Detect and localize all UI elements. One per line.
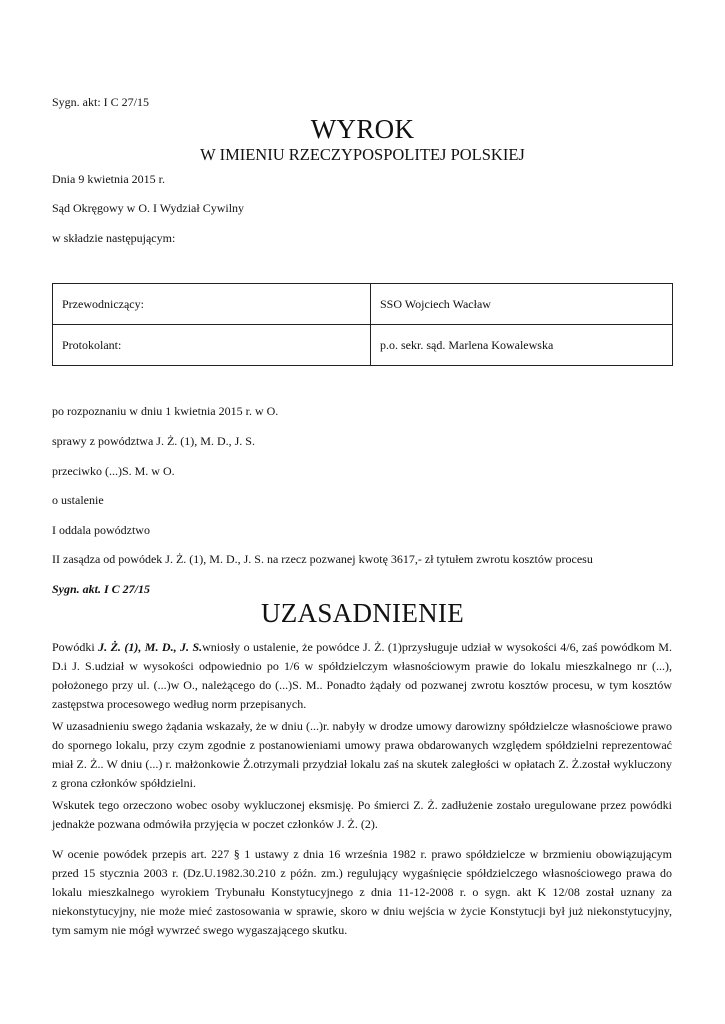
person-cell: p.o. sekr. sąd. Marlena Kowalewska (371, 325, 673, 366)
ruling-point-2: II zasądza od powódek J. Ż. (1), M. D., J. S. na rzecz pozwanej kwotę 3617,- zł tytułem zwrotu kosztów procesu (52, 552, 593, 566)
composition-intro: w składzie następującym: (52, 231, 176, 245)
paragraph-text: Powódki (52, 640, 99, 654)
justification-paragraph-3: Wskutek tego orzeczono wobec osoby wykluczonej eksmisję. Po śmierci Z. Ż. zadłużenie zostało uregulowane przez powódki jednakże pozwana odmówiła przyjęcia w poczet członków J. Ż. (2). (52, 798, 672, 831)
judgment-title: WYROK (310, 114, 415, 144)
person-cell: SSO Wojciech Wacław (371, 284, 673, 325)
justification-paragraph-2: W uzasadnieniu swego żądania wskazały, że w dniu (...)r. nabyły w drodze umowy darowizny spółdzielcze własnościowe prawo do spornego lokalu, przy czym zgodnie z postanowieniami umowy prawa obdarowanych względem spółdzielni reprezentować miał Z. Ż.. W dniu (...) r. małżonkowie Ż.otrzymali przydział lokalu zaś na skutek zaległości w opłatach Z. Ż.został wykluczony z grona członków spółdzielni. (52, 719, 672, 790)
role-cell: Protokolant: (53, 325, 371, 366)
table-row (53, 284, 673, 325)
justification-paragraph-1 (52, 638, 672, 714)
case-of-line: sprawy z powództwa J. Ż. (1), M. D., J. S. (52, 434, 255, 448)
judgment-subtitle: W IMIENIU RZECZYPOSPOLITEJ POLSKIEJ (200, 145, 525, 164)
parties-text: J. Ż. (1), M. D., J. S. (98, 640, 203, 654)
table-row (53, 325, 673, 366)
judgment-date: Dnia 9 kwietnia 2015 r. (52, 172, 165, 186)
justification-case-number: Sygn. akt. I C 27/15 (52, 582, 151, 596)
justification-paragraph-4: W ocenie powódek przepis art. 227 § 1 ustawy z dnia 16 września 1982 r. prawo spółdzielcze w brzmieniu obowiązującym przed 15 stycznia 2003 r. (Dz.U.1982.30.210 z późn. zm.) regulujący wygaśnięcie spółdzielczego własnościowego prawa do lokalu mieszkalnego wyrokiem Trybunału Konstytucyjnego z dnia 11-12-2008 r. o sygn. akt K 12/08 został uznany za niekonstytucyjny, nie może mieć zastosowania w sprawie, skoro w dniu wejścia w życie Konstytucji był już niekonstytucyjny, tym samym nie mógł wywrzeć swego wygaszającego skutku. (52, 847, 672, 937)
considered-line: po rozpoznaniu w dniu 1 kwietnia 2015 r. w O. (52, 404, 279, 418)
paragraph-text: wniosły o ustalenie, że powódce J. Ż. (1)przysługuje udział w wysokości 4/6, zaś powódkom M. D.i J. S.udział w wysokości odpowiednio po 1/6 w spółdzielczym własnościowym prawie do lokalu mieszkalnego nr (...), położonego przy ul. (...)w O., należącego do (...)S. M.. Ponadto żądały od pozwanej zwrotu kosztów procesu, w tym kosztów zastępstwa procesowego według norm przepisanych. (52, 640, 672, 711)
court-composition-table (52, 283, 673, 366)
ruling-point-1: I oddala powództwo (52, 523, 150, 537)
court-name: Sąd Okręgowy w O. I Wydział Cywilny (52, 201, 245, 215)
role-cell: Przewodniczący: (53, 284, 371, 325)
justification-title: UZASADNIENIE (260, 598, 465, 628)
case-number: Sygn. akt: I C 27/15 (52, 95, 150, 109)
against-line: przeciwko (...)S. M. w O. (52, 464, 175, 478)
subject-line: o ustalenie (52, 493, 104, 507)
